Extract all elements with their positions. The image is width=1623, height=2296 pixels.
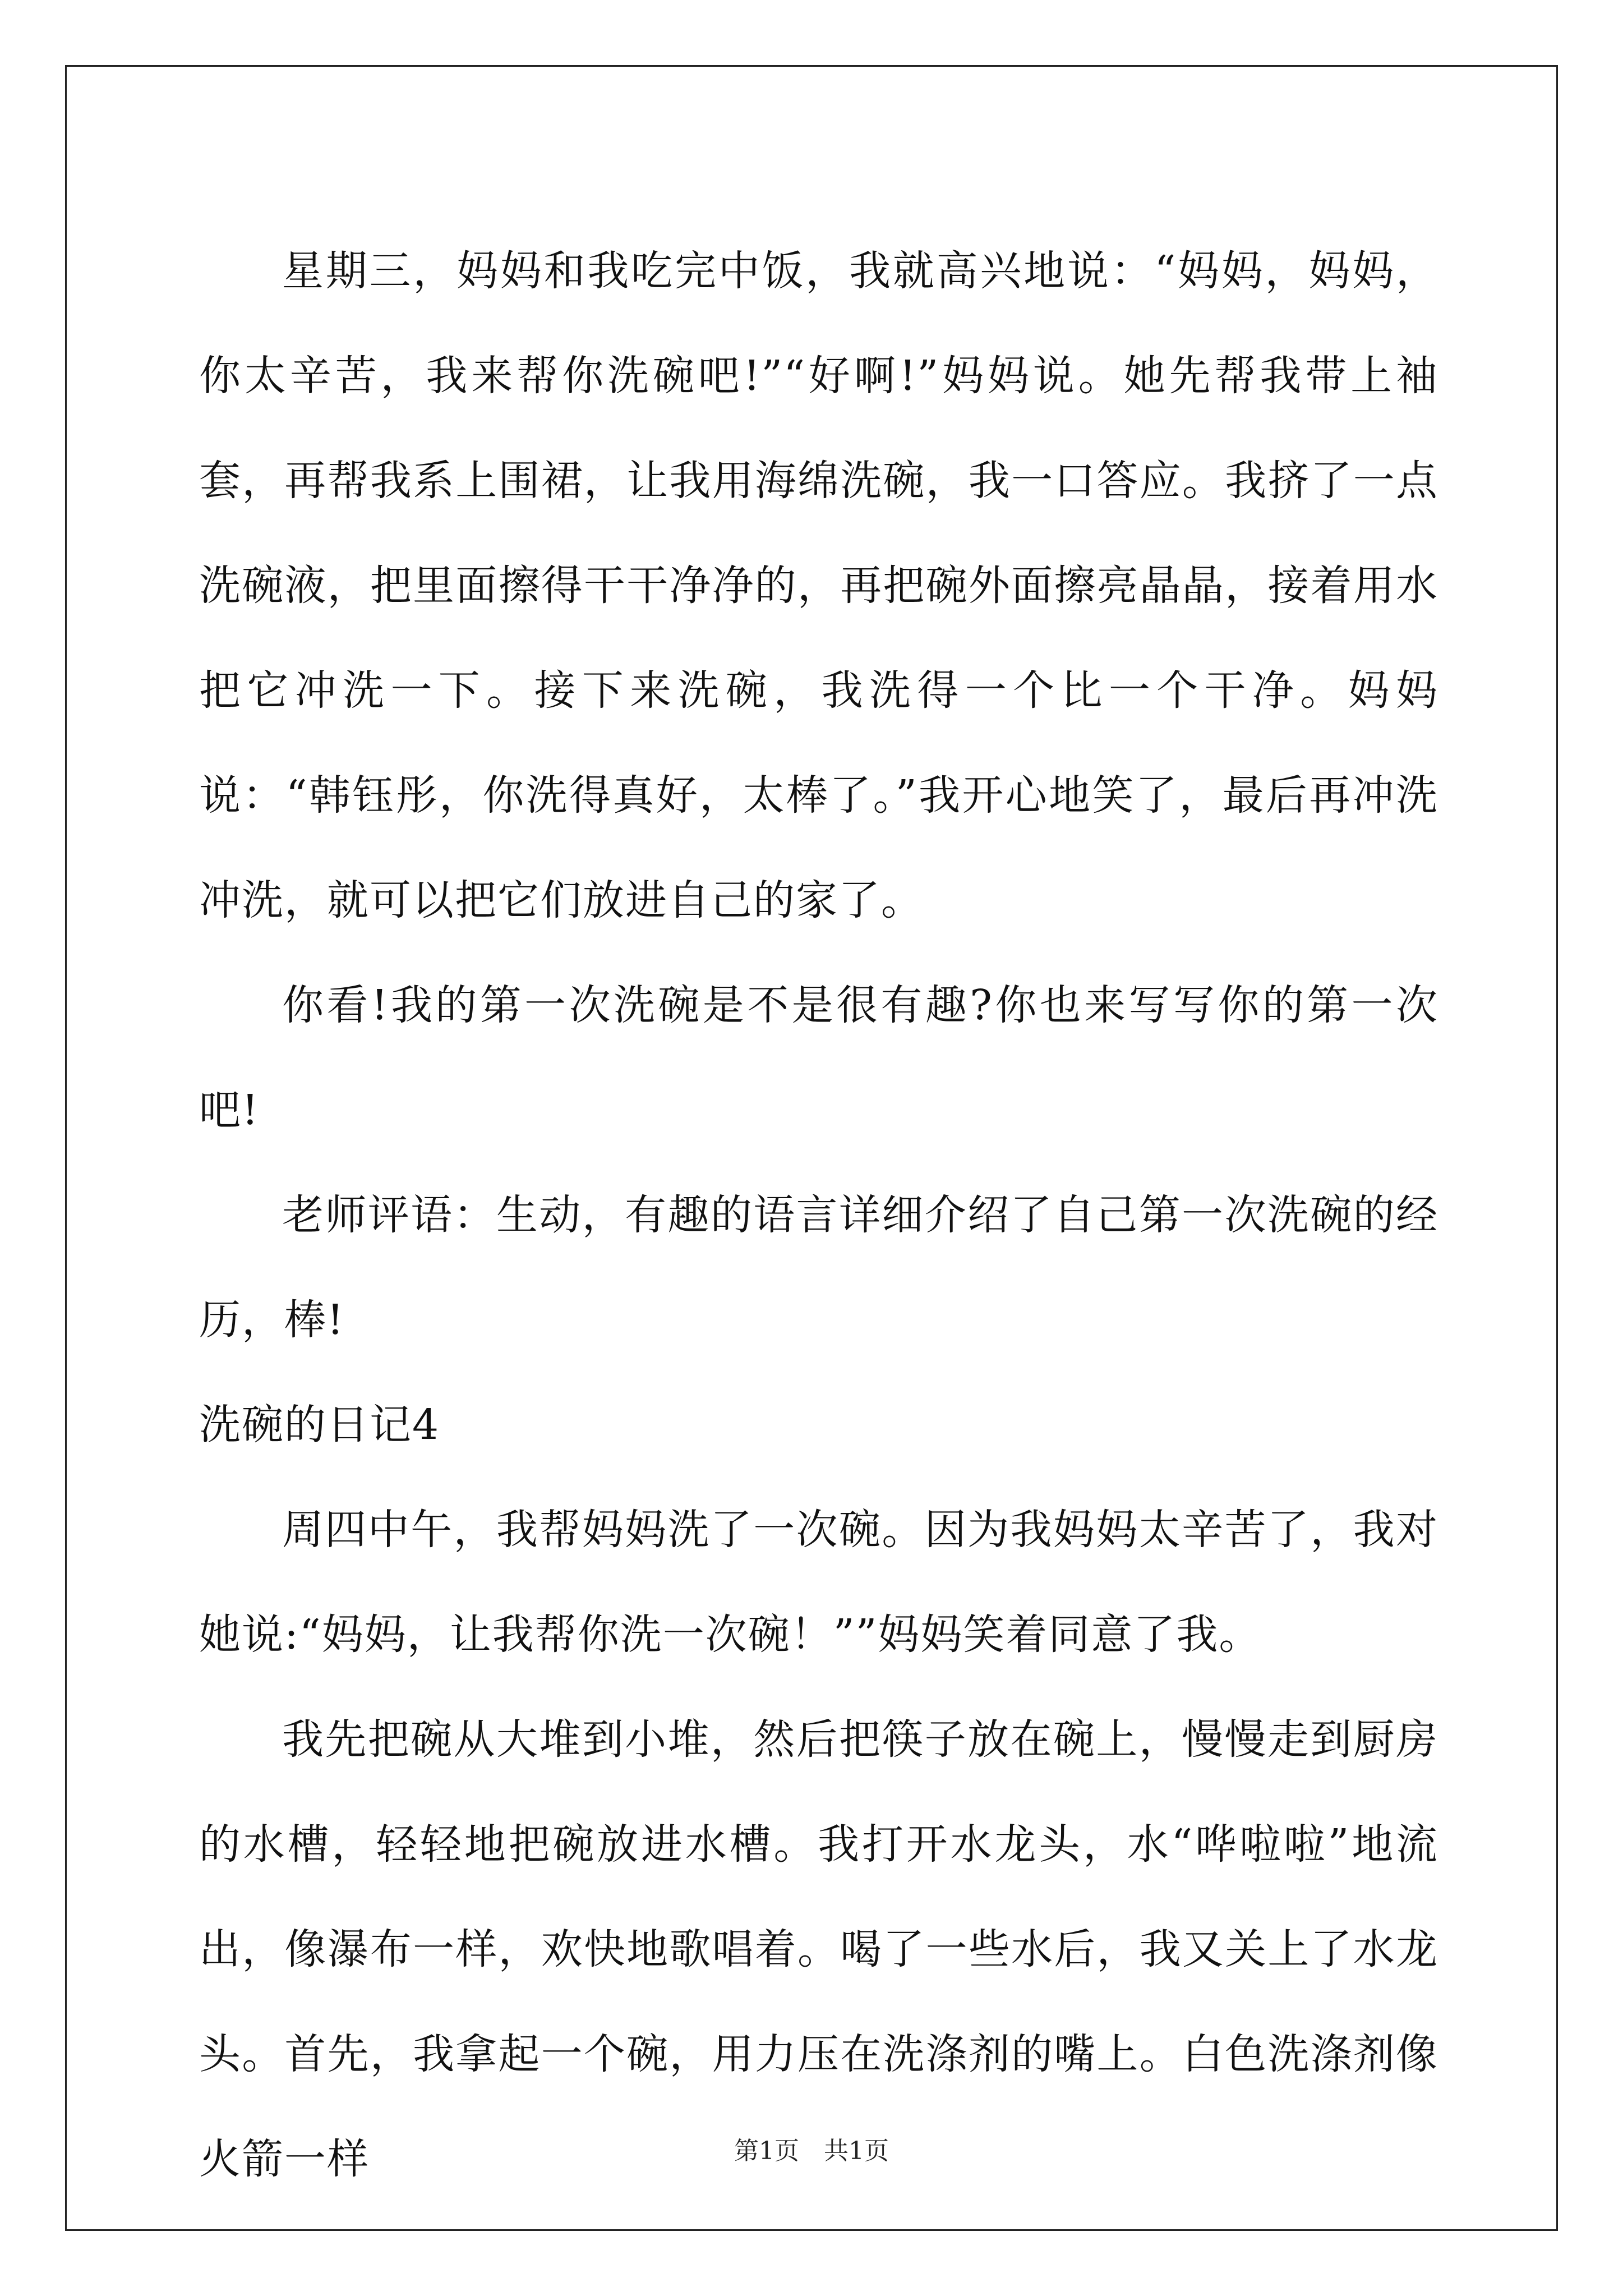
- page-number-footer: 第1页 共1页: [734, 2137, 889, 2165]
- document-body: [199, 219, 1438, 2212]
- paragraph-5: 我先把碗从大堆到小堆，然后把筷子放在碗上，慢慢走到厨房的水槽，轻轻地把碗放进水槽。我打开水龙头，水“哗啦啦”地流出，像瀑布一样，欢快地歌唱着。喝了一些水后，我又关上了水龙头。首先，我拿起一个碗，用力压在洗涤剂的嘴上。白色洗涤剂像火箭一样: [199, 1715, 1438, 2183]
- paragraph-1: 星期三，妈妈和我吃完中饭，我就高兴地说：“妈妈，妈妈，你太辛苦，我来帮你洗碗吧!”“好啊!”妈妈说。她先帮我带上袖套，再帮我系上围裙，让我用海绵洗碗，我一口答应。我挤了一点洗碗液，把里面擦得干干净净的，再把碗外面擦亮晶晶，接着用水把它冲洗一下。接下来洗碗，我洗得一个比一个干净。妈妈说：“韩钰彤，你洗得真好，太棒了。”我开心地笑了，最后再冲洗冲洗，就可以把它们放进自己的家了。: [199, 247, 1438, 924]
- paragraph-3-teacher-comment: 老师评语：生动，有趣的语言详细介绍了自己第一次洗碗的经历，棒!: [199, 1191, 1438, 1344]
- paragraph-2: 你看!我的第一次洗碗是不是很有趣?你也来写写你的第一次吧!: [199, 981, 1438, 1134]
- paragraph-4: 周四中午，我帮妈妈洗了一次碗。因为我妈妈太辛苦了，我对她说:“妈妈，让我帮你洗一次碗！””妈妈笑着同意了我。: [199, 1506, 1438, 1659]
- section-heading: 洗碗的日记4: [199, 1401, 440, 1449]
